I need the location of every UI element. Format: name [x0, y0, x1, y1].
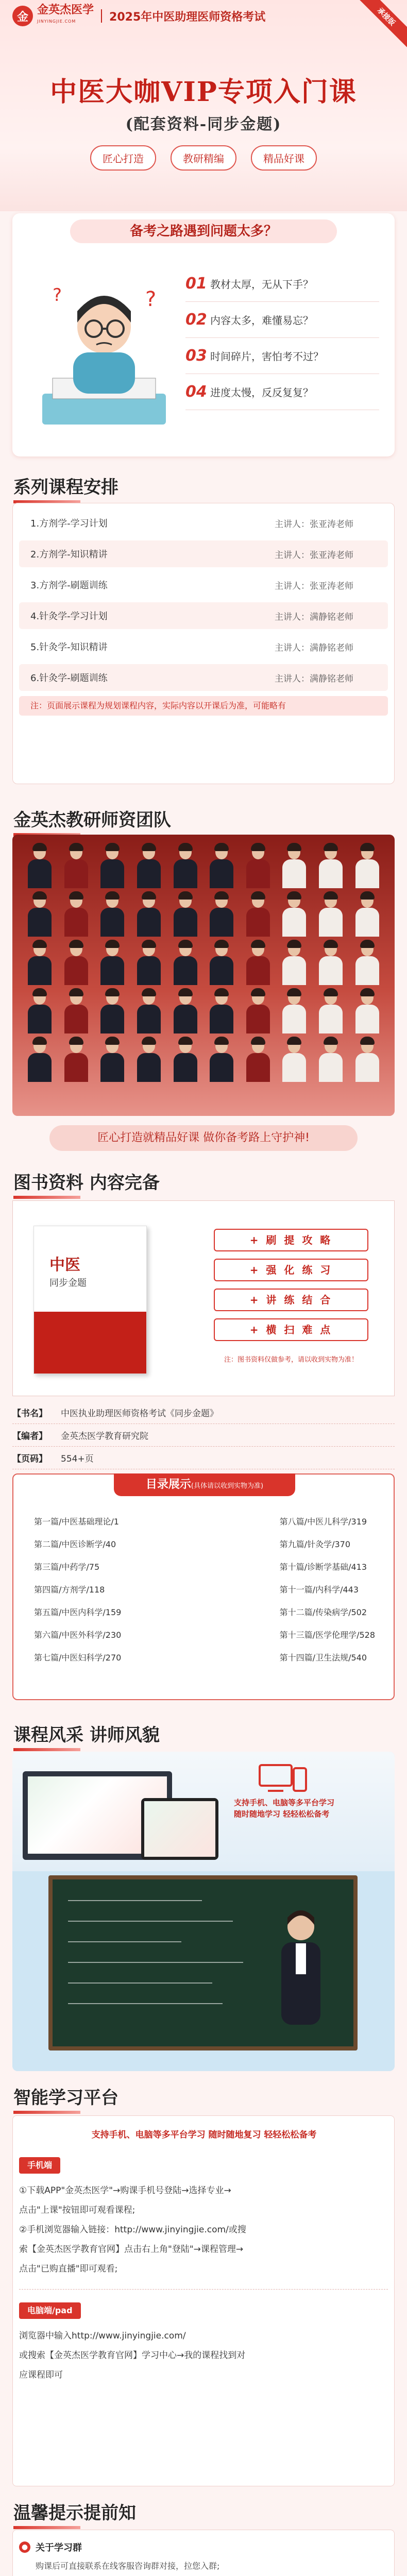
team-slogan: 匠心打造就精品好课 做你备考路上守护神!	[49, 1125, 358, 1151]
student-illustration	[37, 275, 171, 435]
book-cover	[33, 1226, 147, 1374]
top-bar	[0, 0, 407, 32]
tips-panel	[12, 2530, 395, 2576]
course-row: 1.方剂学-学习计划 主讲人：张亚涛老师	[30, 518, 353, 530]
page-subtitle: (配套资料-同步金题)	[125, 115, 282, 133]
toc-item: 第二篇/中医诊断学/40	[34, 1539, 116, 1549]
team-member	[279, 891, 309, 937]
feature-tags	[0, 145, 407, 171]
books-panel	[12, 1200, 395, 1396]
corner-badge: 承接版	[360, 0, 407, 47]
bullet-icon: ●	[19, 2541, 30, 2553]
book-cover-subtitle: 同步金题	[49, 1278, 87, 1289]
team-member	[352, 940, 382, 985]
toc-item: 第一篇/中医基础理论/1	[34, 1517, 119, 1527]
course-row: 6.针灸学-刷题训练 主讲人：满静铭老师	[19, 664, 388, 691]
team-member	[25, 988, 55, 1033]
team-member	[171, 1037, 200, 1082]
team-section-title: 金英杰教研师资团队	[13, 806, 171, 831]
classroom-section-title: 课程风采 讲师风貌	[13, 1721, 160, 1746]
team-photo	[12, 835, 395, 1116]
svg-text:?: ?	[53, 285, 62, 306]
team-member	[316, 1037, 346, 1082]
pc-tag: 电脑端/pad	[19, 2302, 81, 2319]
tag-3: 精品好课	[251, 145, 317, 171]
problem-item: 03 时间碎片，害怕考不过？	[185, 338, 379, 374]
team-member	[279, 940, 309, 985]
team-member	[134, 843, 164, 888]
logo-sub: JINYINGJIE.COM	[37, 19, 76, 24]
problems-list	[185, 266, 379, 410]
exam-title: 2025年中医助理医师资格考试	[109, 10, 266, 24]
book-feature: + 横 扫 难 点	[214, 1318, 368, 1341]
team-member	[61, 1037, 91, 1082]
toc-item: 第十篇/诊断学基础/413	[279, 1562, 367, 1572]
book-info-row: 【书名】 中医执业助理医师资格考试《同步金题》	[12, 1401, 395, 1424]
problem-item: 01 教材太厚，无从下手？	[185, 266, 379, 302]
team-member	[25, 940, 55, 985]
toc-title-note: (具体请以收到实物为准)	[191, 1482, 264, 1490]
team-member	[352, 843, 382, 888]
problems-title: 备考之路遇到问题太多？	[70, 219, 337, 243]
team-member	[207, 843, 236, 888]
platform-panel	[12, 2115, 395, 2486]
team-member	[243, 891, 273, 937]
team-member	[243, 940, 273, 985]
toc-item: 第五篇/中医内科学/159	[34, 1607, 122, 1617]
team-member	[97, 940, 127, 985]
mobile-tag: 手机端	[19, 2157, 60, 2174]
tag-2: 教研精编	[171, 145, 236, 171]
book-feature: + 刷 提 攻 略	[214, 1229, 368, 1251]
divider	[101, 9, 102, 23]
team-member	[25, 891, 55, 937]
page-title: 中医大咖VIP专项入门课	[50, 76, 357, 108]
toc-item: 第三篇/中药学/75	[34, 1562, 100, 1572]
team-member	[171, 988, 200, 1033]
divider	[19, 2289, 388, 2290]
toc-item: 第八篇/中医儿科学/319	[279, 1517, 367, 1527]
course-row: 5.针灸学-知识精讲 主讲人：满静铭老师	[30, 642, 353, 653]
course-row: 2.方剂学-知识精讲 主讲人：张亚涛老师	[19, 540, 388, 567]
toc-right	[280, 1511, 375, 1669]
team-member	[171, 843, 200, 888]
logo-name: 金英杰医学 JINYINGJIE.COM	[37, 5, 94, 27]
course-row: 4.针灸学-学习计划 主讲人：满静铭老师	[19, 602, 388, 629]
teacher-figure	[270, 1906, 332, 2061]
team-member	[134, 891, 164, 937]
team-member	[134, 988, 164, 1033]
team-member	[171, 940, 200, 985]
toc-item: 第七篇/中医妇科学/270	[34, 1653, 122, 1663]
devices-area	[12, 1752, 395, 1871]
course-row: 3.方剂学-刷题训练 主讲人：张亚涛老师	[30, 580, 353, 591]
team-member	[97, 891, 127, 937]
team-member	[352, 891, 382, 937]
devices-icon	[258, 1763, 309, 1794]
team-member	[134, 940, 164, 985]
logo-icon: 金	[12, 6, 33, 26]
course-table	[12, 503, 395, 784]
toc-item: 第十一篇/内科学/443	[279, 1585, 359, 1595]
problems-card	[12, 213, 395, 456]
course-note: 注：页面展示课程为规划课程内容，实际内容以开课后为准，可能略有	[19, 696, 388, 716]
problem-item: 04 进度太慢，反反复复？	[185, 374, 379, 410]
tablet-icon	[141, 1798, 218, 1860]
team-member	[61, 843, 91, 888]
toc-item: 第十四篇/卫生法规/540	[279, 1653, 367, 1663]
problem-item: 02 内容太多，难懂易忘？	[185, 302, 379, 338]
team-member	[171, 891, 200, 937]
team-member	[316, 843, 346, 888]
tip-study-group: ● 关于学习群 购课后可直接联系在线客服咨询群对接，拉您入群;	[19, 2540, 388, 2576]
team-member	[97, 988, 127, 1033]
team-grid	[22, 843, 385, 1082]
toc-title: 目录展示(具体请以收到实物为准)	[114, 1473, 295, 1496]
toc-item: 第四篇/方剂学/118	[34, 1585, 105, 1595]
tag-1: 匠心打造	[90, 145, 156, 171]
toc-item: 第十二篇/传染病学/502	[279, 1607, 367, 1617]
svg-text:?: ?	[145, 287, 157, 311]
team-member	[25, 843, 55, 888]
team-member	[61, 891, 91, 937]
classroom-panel	[12, 1752, 395, 2071]
toc-columns	[34, 1511, 375, 1669]
team-member	[243, 988, 273, 1033]
team-member	[316, 988, 346, 1033]
devices-caption: 支持手机、电脑等多平台学习 随时随地学习 轻轻松松备考	[234, 1798, 335, 1819]
toc-item: 第六篇/中医外科学/230	[34, 1630, 122, 1640]
team-member	[207, 988, 236, 1033]
mobile-instructions: ①下载APP"金英杰医学"→购课手机号登陆→选择专业→ 点击"上课"按钮即可观看课程; ②手机浏览器输入链接：http://www.jinyingjie.com/或搜 索【金英杰医学教育官网】点击右上角"登陆"→课程管理→ 点击"已购直播"即可观看;	[19, 2185, 246, 2274]
courses-section-title: 系列课程安排	[13, 473, 118, 498]
team-member	[279, 843, 309, 888]
team-member	[243, 843, 273, 888]
hero-banner	[0, 0, 407, 211]
team-member	[61, 988, 91, 1033]
platform-headline: 支持手机、电脑等多平台学习 随时随地复习 轻轻松松备考	[91, 2130, 317, 2140]
book-info-row: 【编者】 金英杰医学教育研究院	[12, 1424, 395, 1447]
toc-item: 第九篇/针灸学/370	[279, 1539, 350, 1549]
book-features	[214, 1229, 368, 1348]
toc-left	[34, 1511, 121, 1669]
team-member	[25, 1037, 55, 1082]
team-member	[97, 1037, 127, 1082]
team-member	[316, 940, 346, 985]
toc-panel	[12, 1473, 395, 1700]
team-member	[97, 843, 127, 888]
team-member	[279, 1037, 309, 1082]
team-member	[134, 1037, 164, 1082]
pc-instructions: 浏览器中输入http://www.jinyingjie.com/ 或搜索【金英杰医学教育官网】学习中心→我的课程找到对 应课程即可	[19, 2331, 246, 2380]
book-cover-title: 中医	[49, 1256, 80, 1274]
toc-item: 第十三篇/医学伦理学/528	[279, 1630, 375, 1640]
book-feature: + 强 化 练 习	[214, 1259, 368, 1281]
team-member	[279, 988, 309, 1033]
team-member	[352, 1037, 382, 1082]
team-member	[61, 940, 91, 985]
book-feature: + 讲 练 结 合	[214, 1289, 368, 1311]
team-member	[243, 1037, 273, 1082]
platform-section-title: 智能学习平台	[13, 2083, 118, 2109]
book-info	[12, 1401, 395, 1469]
books-section-title: 图书资料 内容完备	[13, 1168, 160, 1194]
team-member	[207, 891, 236, 937]
book-info-row: 【页码】 554+页	[12, 1447, 395, 1469]
team-member	[352, 988, 382, 1033]
team-member	[316, 891, 346, 937]
team-member	[207, 1037, 236, 1082]
team-member	[207, 940, 236, 985]
book-tip: 注：图书资料仅做参考，请以收到实物为准！	[224, 1356, 358, 1364]
tips-section-title: 温馨提示提前知	[13, 2499, 136, 2524]
